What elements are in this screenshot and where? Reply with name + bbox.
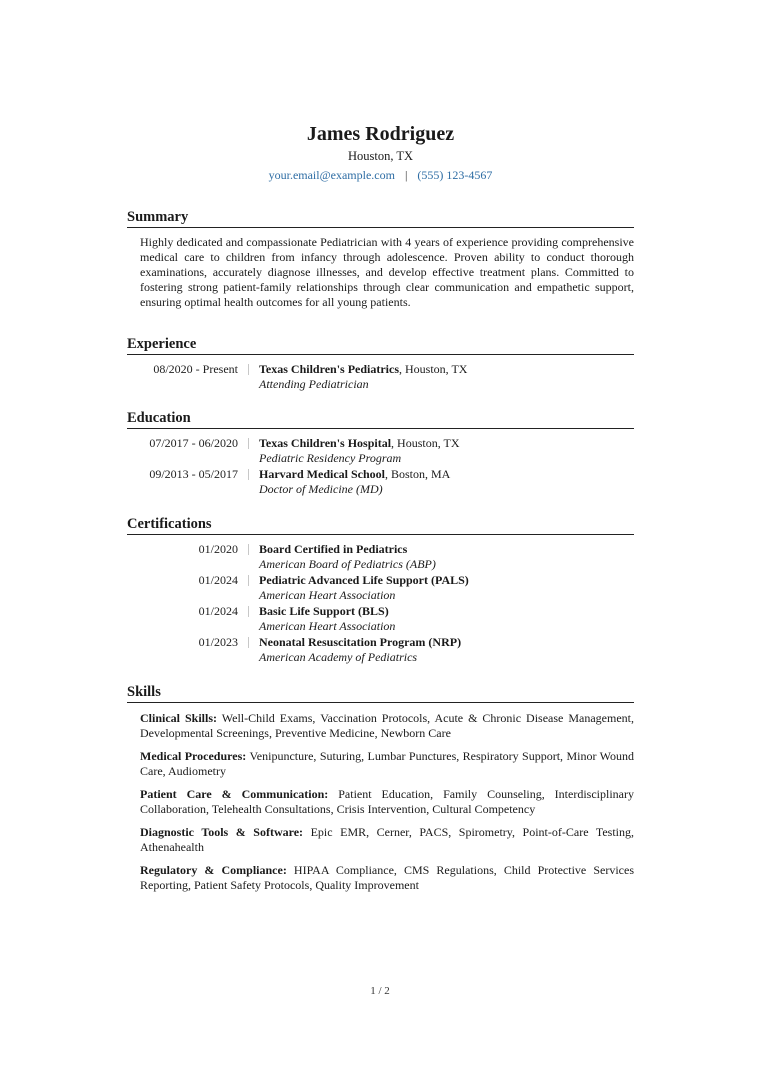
section-title-summary: Summary	[127, 208, 634, 228]
page-number: 1 / 2	[370, 985, 390, 997]
candidate-name: James Rodriguez	[306, 123, 455, 145]
skill-label: Medical Procedures:	[140, 749, 247, 763]
skills-list	[140, 711, 634, 893]
section-title-certifications: Certifications	[127, 515, 634, 535]
skill-label: Patient Care & Communication:	[140, 787, 329, 801]
entry-divider	[248, 606, 249, 617]
entry-divider	[248, 575, 249, 586]
entry-divider	[248, 364, 249, 375]
education-section	[127, 409, 634, 497]
phone-link[interactable]: (555) 123-4567	[417, 168, 493, 182]
summary-text: Highly dedicated and compassionate Pediatrician with 4 years of experience providing comprehensive medical care to children from infancy through adolescence. Proven ability to conduct thorough examinations, accurately diagnose illnesses, and develop effective treatment plans. Committed to fostering strong patient-family relationships through clear communication and empathetic support, ensuring optimal health outcomes for all young patients.	[140, 235, 634, 309]
certification-entry	[127, 604, 634, 634]
section-title-experience: Experience	[127, 335, 634, 355]
entry-divider	[248, 544, 249, 555]
entry-location: , Houston, TX	[391, 436, 460, 450]
entry-date: 01/2020	[198, 542, 238, 556]
entry-role: American Board of Pediatrics (ABP)	[259, 557, 436, 571]
skill-label: Diagnostic Tools & Software:	[140, 825, 304, 839]
skill-item	[140, 749, 634, 779]
summary-section	[127, 208, 634, 310]
entry-date: 01/2024	[198, 604, 238, 618]
section-title-education: Education	[127, 409, 634, 429]
entry-date: 07/2017 - 06/2020	[149, 436, 238, 450]
skill-label: Regulatory & Compliance:	[140, 863, 287, 877]
entry-date: 09/2013 - 05/2017	[149, 467, 238, 481]
entry-org: Board Certified in Pediatrics	[259, 542, 408, 556]
education-entry	[127, 436, 634, 466]
skill-text: Venipuncture, Suturing, Lumbar Punctures, Respiratory Support, Minor Wound Care, Audiometry	[140, 749, 634, 778]
entry-role: Pediatric Residency Program	[259, 451, 402, 465]
entry-role: Attending Pediatrician	[259, 377, 369, 391]
skill-item	[140, 711, 634, 741]
certification-entry	[127, 635, 634, 665]
entry-org: Neonatal Resuscitation Program (NRP)	[259, 635, 462, 649]
skills-section	[127, 683, 634, 893]
contact-line	[127, 167, 634, 183]
skill-item	[140, 787, 634, 817]
entry-role: Doctor of Medicine (MD)	[259, 482, 383, 496]
skill-text: Well-Child Exams, Vaccination Protocols, Acute & Chronic Disease Management, Developmental Screenings, Preventive Medicine, Newborn Care	[140, 711, 634, 740]
entry-org: Basic Life Support (BLS)	[259, 604, 389, 618]
entry-org: Pediatric Advanced Life Support (PALS)	[259, 573, 469, 587]
entry-role: American Heart Association	[259, 588, 396, 602]
skill-text: HIPAA Compliance, CMS Regulations, Child Protective Services Reporting, Patient Safety Protocols, Quality Improvement	[140, 863, 634, 892]
experience-entry	[127, 362, 634, 392]
entry-role: American Heart Association	[259, 619, 396, 633]
skill-item	[140, 825, 634, 855]
skill-text: Patient Education, Family Counseling, Interdisciplinary Collaboration, Telehealth Consultations, Crisis Intervention, Cultural Competency	[140, 787, 634, 816]
entry-divider	[248, 637, 249, 648]
contact-separator: |	[404, 168, 408, 182]
certification-entry	[127, 542, 634, 572]
certifications-section	[127, 515, 634, 665]
certification-entry	[127, 573, 634, 603]
resume-header	[127, 0, 634, 183]
entry-role: American Academy of Pediatrics	[259, 650, 418, 664]
entry-org: Texas Children's Pediatrics	[259, 362, 400, 376]
resume-page	[127, 0, 634, 893]
entry-divider	[248, 469, 249, 480]
entry-org: Harvard Medical School	[259, 467, 385, 481]
section-title-skills: Skills	[127, 683, 634, 703]
skill-label: Clinical Skills:	[140, 711, 217, 725]
entry-location: , Boston, MA	[385, 467, 451, 481]
education-entry	[127, 467, 634, 497]
entry-date: 01/2024	[198, 573, 238, 587]
entry-location: , Houston, TX	[399, 362, 468, 376]
candidate-location: Houston, TX	[347, 149, 414, 163]
email-link[interactable]: your.email@example.com	[268, 168, 395, 182]
skill-text: Epic EMR, Cerner, PACS, Spirometry, Point-of-Care Testing, Athenahealth	[140, 825, 635, 854]
entry-org: Texas Children's Hospital	[259, 436, 392, 450]
entry-divider	[248, 438, 249, 449]
entry-date: 08/2020 - Present	[153, 362, 238, 376]
entry-date: 01/2023	[198, 635, 238, 649]
skill-item	[140, 863, 634, 893]
experience-section	[127, 335, 634, 392]
